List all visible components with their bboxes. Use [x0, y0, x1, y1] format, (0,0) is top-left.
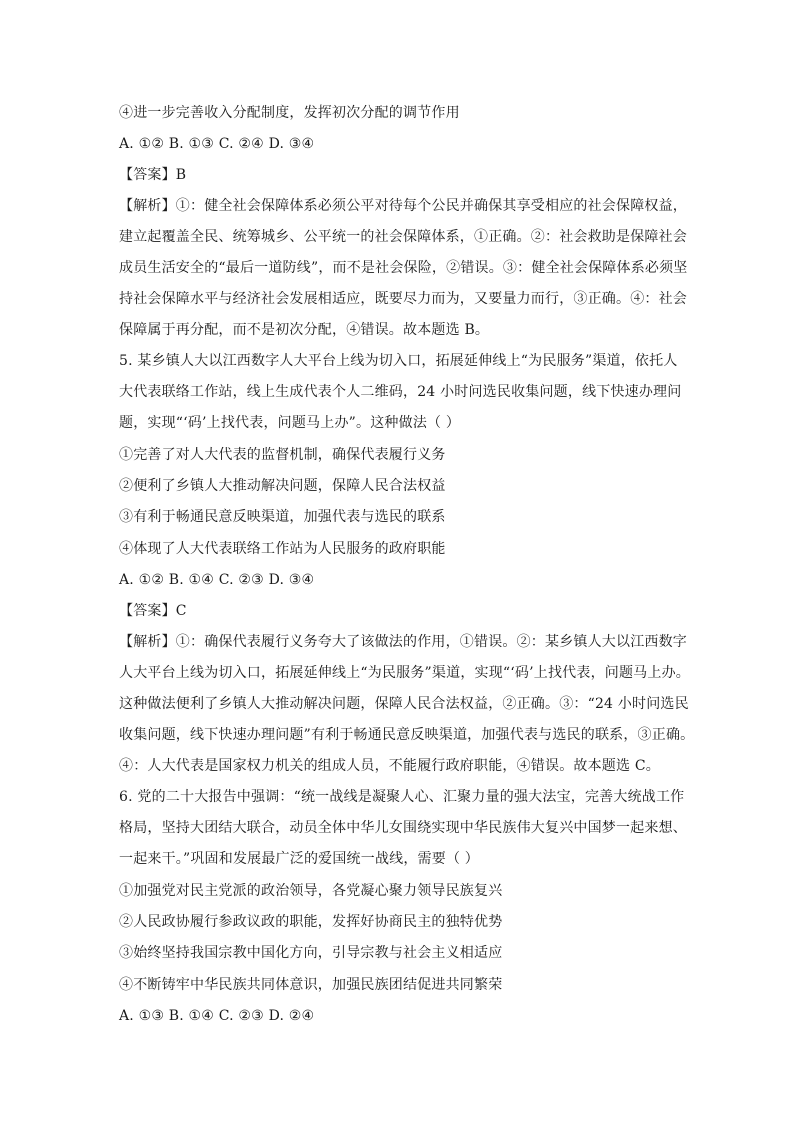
q5-option-2: ②便利了乡镇人大推动解决问题，保障人民合法权益: [119, 478, 446, 494]
q5-stem-line: 题，实现“‘码’上找代表，问题马上办”。这种做法（ ）: [119, 415, 461, 431]
q6-option-1: ①加强党对民主党派的政治领导，各党凝心聚力领导民族复兴: [119, 883, 503, 899]
q4-answer: 【答案】B: [119, 167, 187, 183]
q6-stem-line: 格局，坚持大团结大联合，动员全体中华儿女围绕实现中华民族伟大复兴中国梦一起来想、: [119, 820, 687, 836]
q5-analysis-line: 【解析】①：确保代表履行义务夸大了该做法的作用，①错误。②：某乡镇人大以江西数字: [119, 634, 687, 650]
q6-stem-line: 6. 党的二十大报告中强调：“统一战线是凝聚人心、汇聚力量的强大法宝，完善大统战工作: [119, 789, 685, 805]
q6-stem-line: 一起来干。”巩固和发展最广泛的爱国统一战线，需要（ ）: [119, 851, 480, 867]
q5-choices: A. ①② B. ①④ C. ②③ D. ③④: [119, 572, 315, 588]
q5-answer: 【答案】C: [119, 603, 187, 619]
q4-analysis-line: 建立起覆盖全民、统筹城乡、公平统一的社会保障体系，①正确。②：社会救助是保障社会: [119, 229, 687, 245]
q6-option-2: ②人民政协履行参政议政的职能，发挥好协商民主的独特优势: [119, 914, 503, 930]
q5-stem-line: 大代表联络工作站，线上生成代表个人二维码，24 小时问选民收集问题，线下快速办理问: [119, 384, 682, 400]
q4-analysis-line: 保障属于再分配，而不是初次分配，④错误。故本题选 B。: [119, 322, 490, 338]
q6-choices: A. ①③ B. ①④ C. ②③ D. ②④: [119, 1008, 315, 1024]
q5-analysis-line: ④：人大代表是国家权力机关的组成人员，不能履行政府职能，④错误。故本题选 C。: [119, 758, 660, 774]
q6-option-3: ③始终坚持我国宗教中国化方向，引导宗教与社会主义相适应: [119, 945, 503, 961]
q4-option-4: ④进一步完善收入分配制度，发挥初次分配的调节作用: [119, 105, 460, 121]
q6-option-4: ④不断铸牢中华民族共同体意识，加强民族团结促进共同繁荣: [119, 977, 503, 993]
q5-analysis-line: 人大平台上线为切入口，拓展延伸线上“为民服务”渠道，实现“‘码’上找代表，问题马上办。: [119, 665, 690, 681]
q5-analysis-line: 收集问题，线下快速办理问题”有利于畅通民意反映渠道，加强代表与选民的联系，③正确。: [119, 727, 695, 743]
q4-analysis-line: 成员生活安全的“最后一道防线”，而不是社会保险，②错误。③：健全社会保障体系必须坚: [119, 260, 688, 276]
q4-choices: A. ①② B. ①③ C. ②④ D. ③④: [119, 136, 315, 152]
q4-analysis-line: 【解析】①：健全社会保障体系必须公平对待每个公民并确保其享受相应的社会保障权益，: [119, 198, 687, 214]
q5-analysis-line: 这种做法便利了乡镇人大推动解决问题，保障人民合法权益，②正确。③：“24 小时问选民: [119, 696, 689, 712]
q5-option-4: ④体现了人大代表联络工作站为人民服务的政府职能: [119, 541, 446, 557]
q5-option-3: ③有利于畅通民意反映渠道，加强代表与选民的联系: [119, 509, 446, 525]
q5-stem-line: 5. 某乡镇人大以江西数字人大平台上线为切入口，拓展延伸线上“为民服务”渠道，依托人: [119, 353, 678, 369]
q4-analysis-line: 持社会保障水平与经济社会发展相适应，既要尽力而为，又要量力而行，③正确。④：社会: [119, 291, 687, 307]
q5-option-1: ①完善了对人大代表的监督机制，确保代表履行义务: [119, 447, 446, 463]
